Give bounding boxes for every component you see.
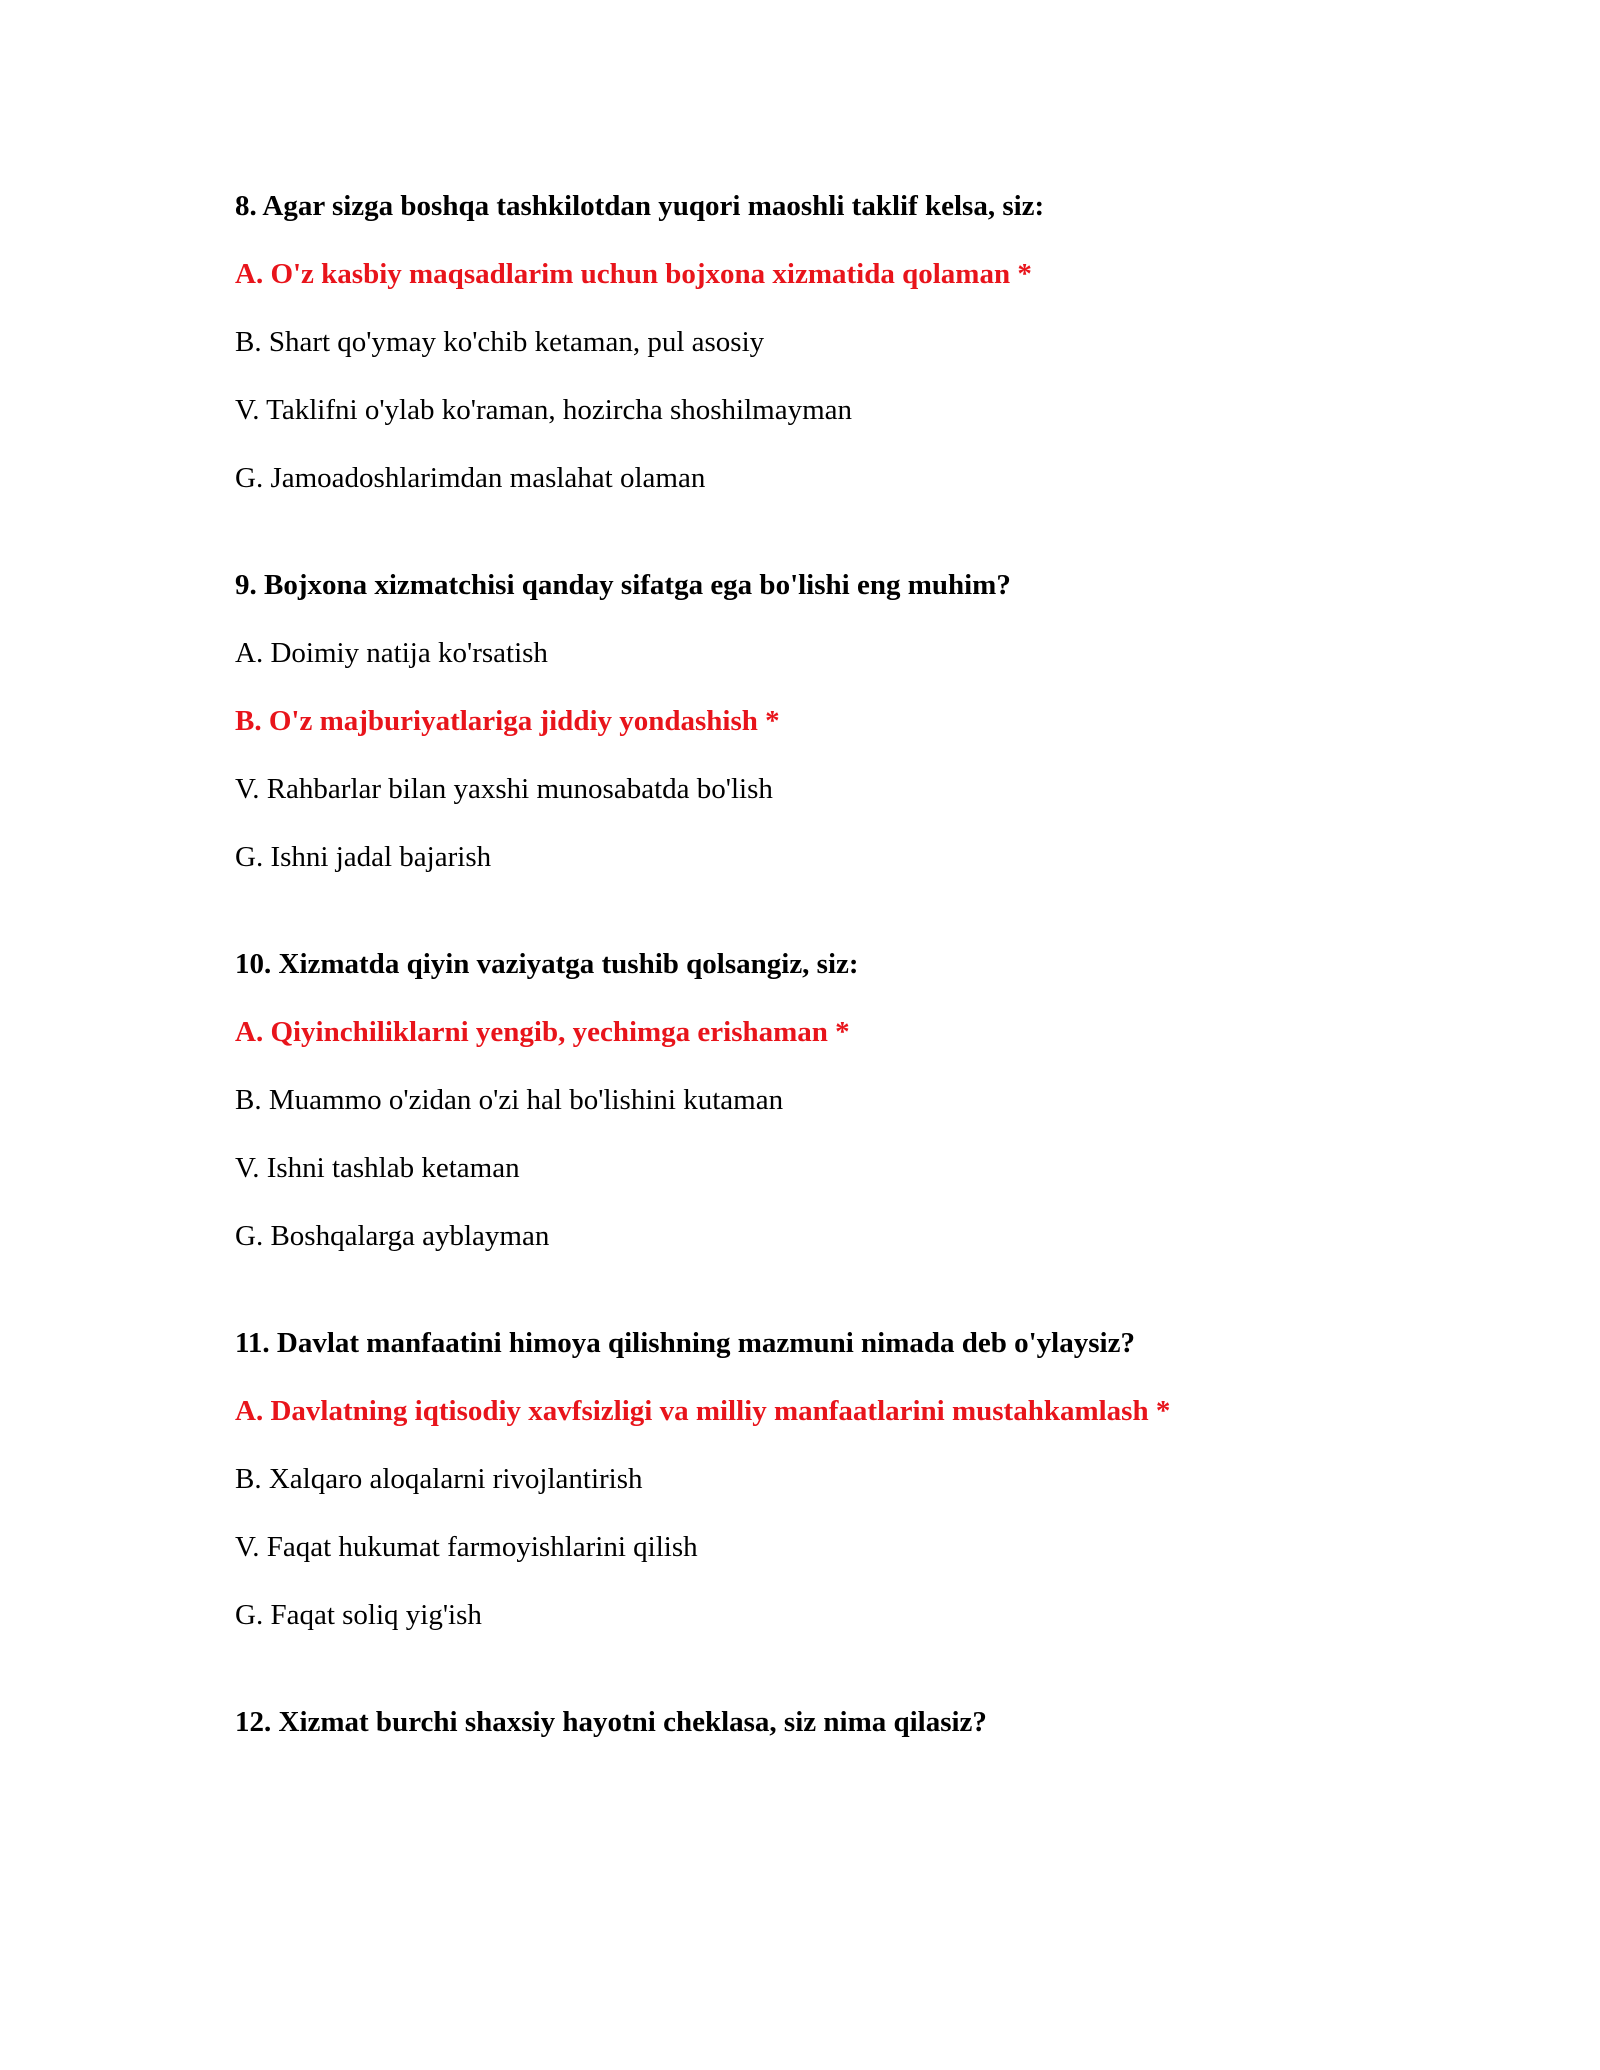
answer-option-correct: B. O'z majburiyatlariga jiddiy yondashish * <box>235 705 780 737</box>
question-text: 8. Agar sizga boshqa tashkilotdan yuqori maoshli taklif kelsa, siz: <box>235 190 1045 222</box>
answer-option: G. Faqat soliq yig'ish <box>235 1599 482 1631</box>
answer-option-correct: A. O'z kasbiy maqsadlarim uchun bojxona xizmatida qolaman * <box>235 258 1032 290</box>
question-9 <box>235 565 1435 877</box>
question-text: 11. Davlat manfaatini himoya qilishning mazmuni nimada deb o'ylaysiz? <box>235 1327 1135 1359</box>
question-12 <box>235 1702 1435 1742</box>
question-11 <box>235 1323 1435 1635</box>
answer-option: A. Doimiy natija ko'rsatish <box>235 637 548 669</box>
answer-option: G. Jamoadoshlarimdan maslahat olaman <box>235 462 706 494</box>
answer-option: V. Rahbarlar bilan yaxshi munosabatda bo'lish <box>235 773 773 805</box>
question-text: 12. Xizmat burchi shaxsiy hayotni cheklasa, siz nima qilasiz? <box>235 1706 987 1738</box>
question-8 <box>235 186 1435 498</box>
answer-option: V. Taklifni o'ylab ko'raman, hozircha shoshilmayman <box>235 394 853 426</box>
answer-option: G. Ishni jadal bajarish <box>235 841 492 873</box>
answer-option-correct: A. Davlatning iqtisodiy xavfsizligi va milliy manfaatlarini mustahkamlash * <box>235 1395 1171 1427</box>
question-text: 9. Bojxona xizmatchisi qanday sifatga ega bo'lishi eng muhim? <box>235 569 1011 601</box>
answer-option: V. Faqat hukumat farmoyishlarini qilish <box>235 1531 698 1563</box>
answer-option: B. Xalqaro aloqalarni rivojlantirish <box>235 1463 643 1495</box>
answer-option: B. Shart qo'ymay ko'chib ketaman, pul asosiy <box>235 326 765 358</box>
answer-option: V. Ishni tashlab ketaman <box>235 1152 520 1184</box>
answer-option: G. Boshqalarga ayblayman <box>235 1220 550 1252</box>
question-text: 10. Xizmatda qiyin vaziyatga tushib qolsangiz, siz: <box>235 948 859 980</box>
question-10 <box>235 944 1435 1256</box>
question-list <box>235 186 1435 1809</box>
answer-option-correct: A. Qiyinchiliklarni yengib, yechimga erishaman * <box>235 1016 850 1048</box>
answer-option: B. Muammo o'zidan o'zi hal bo'lishini kutaman <box>235 1084 784 1116</box>
